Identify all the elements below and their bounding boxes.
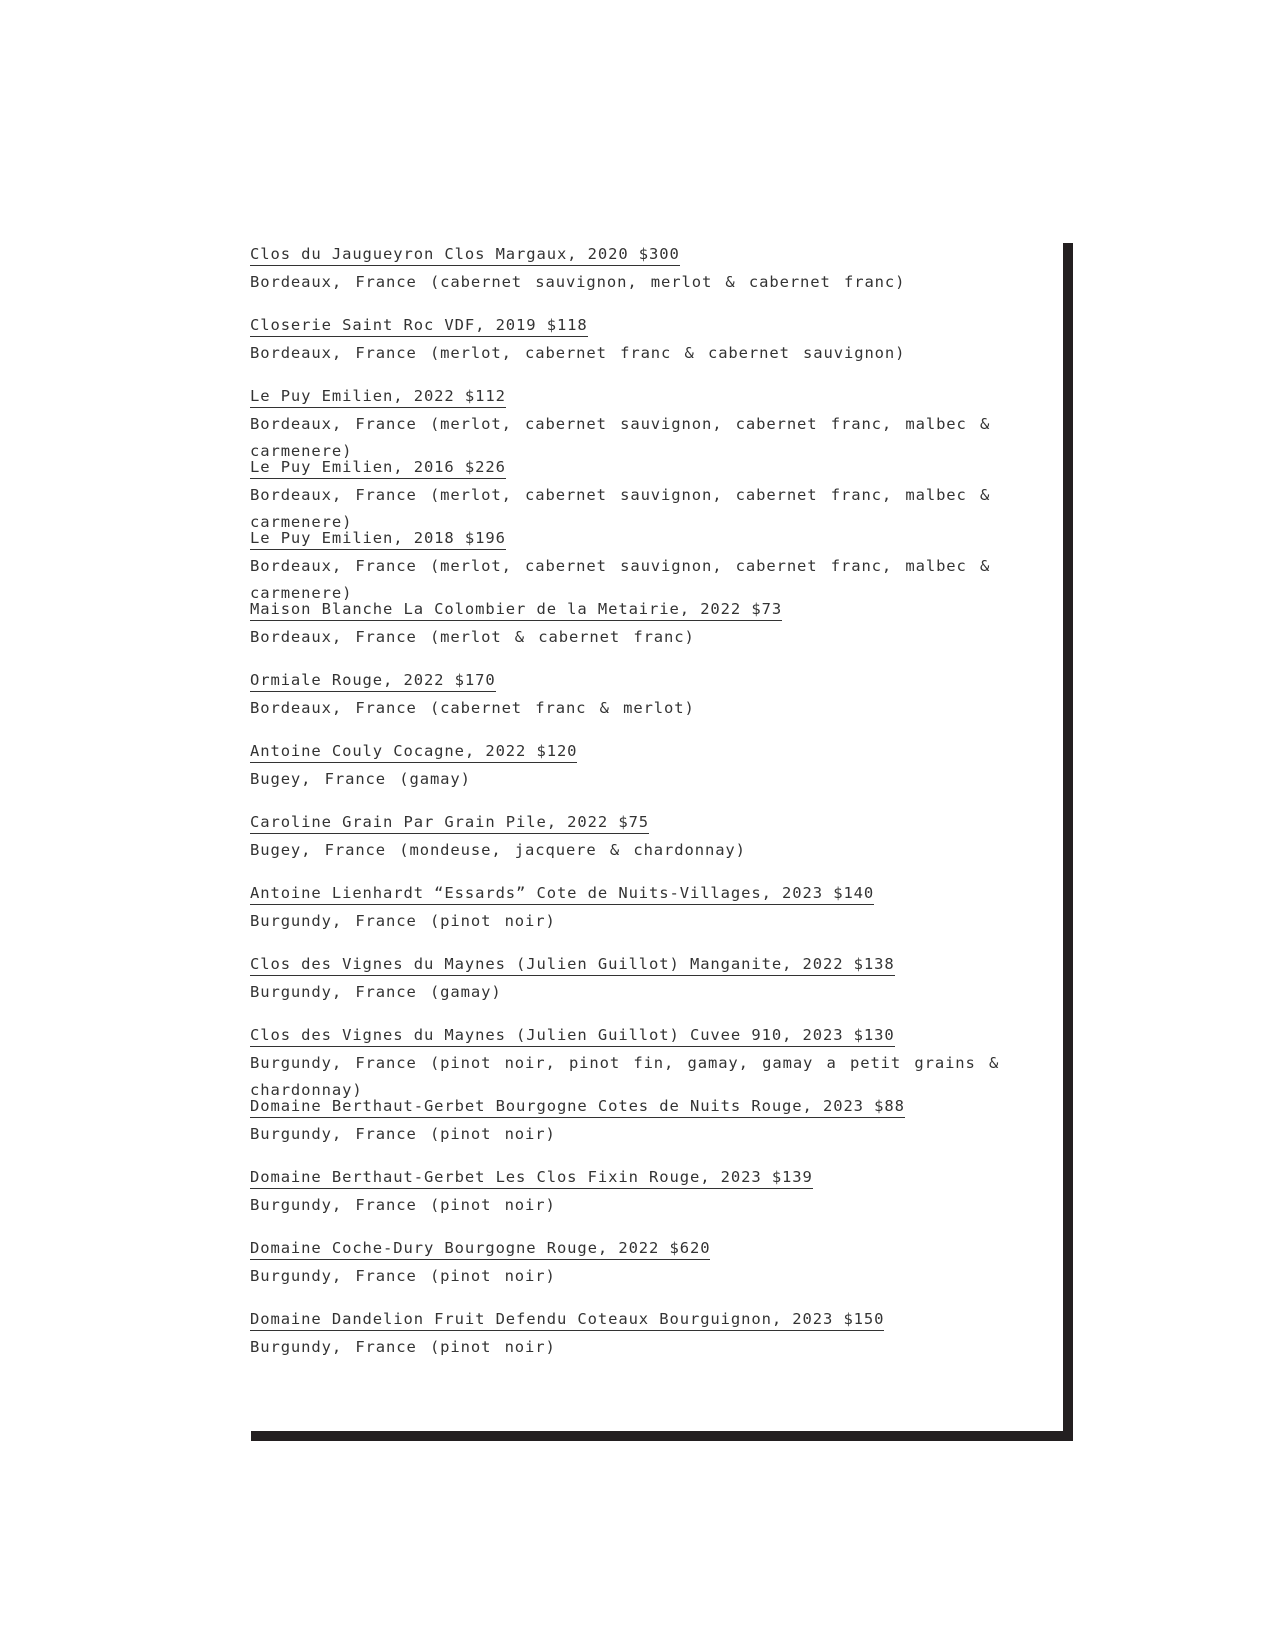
wine-description: Bordeaux, France (merlot, cabernet sauvignon, cabernet franc, malbec & carmenere) bbox=[250, 486, 991, 531]
wine-description: Bordeaux, France (merlot, cabernet sauvignon, cabernet franc, malbec & carmenere) bbox=[250, 557, 991, 602]
wine-name-link[interactable]: Clos du Jaugueyron Clos Margaux, 2020 $300 bbox=[250, 243, 680, 266]
wine-name-link[interactable]: Le Puy Emilien, 2018 $196 bbox=[250, 527, 506, 550]
wine-entry bbox=[250, 456, 1040, 536]
wine-entry bbox=[250, 314, 1040, 367]
wine-entry bbox=[250, 1166, 1040, 1219]
wine-entry bbox=[250, 1308, 1040, 1361]
wine-name-link[interactable]: Le Puy Emilien, 2016 $226 bbox=[250, 456, 506, 479]
wine-name-link[interactable]: Maison Blanche La Colombier de la Metairie, 2022 $73 bbox=[250, 598, 782, 621]
wine-description: Bordeaux, France (cabernet sauvignon, merlot & cabernet franc) bbox=[250, 273, 906, 291]
wine-description: Burgundy, France (pinot noir) bbox=[250, 1338, 556, 1356]
wine-list bbox=[250, 0, 1040, 1650]
wine-name-link[interactable]: Closerie Saint Roc VDF, 2019 $118 bbox=[250, 314, 588, 337]
wine-name-link[interactable]: Domaine Coche-Dury Bourgogne Rouge, 2022 $620 bbox=[250, 1237, 710, 1260]
wine-name-link[interactable]: Antoine Lienhardt “Essards” Cote de Nuits-Villages, 2023 $140 bbox=[250, 882, 874, 905]
wine-name-link[interactable]: Clos des Vignes du Maynes (Julien Guillot) Cuvee 910, 2023 $130 bbox=[250, 1024, 895, 1047]
wine-description: Burgundy, France (pinot noir) bbox=[250, 1196, 556, 1214]
wine-name-link[interactable]: Clos des Vignes du Maynes (Julien Guillot) Manganite, 2022 $138 bbox=[250, 953, 895, 976]
wine-description: Bordeaux, France (cabernet franc & merlot) bbox=[250, 699, 695, 717]
wine-entry bbox=[250, 243, 1040, 296]
wine-entry bbox=[250, 1024, 1040, 1104]
wine-entry bbox=[250, 1095, 1040, 1148]
wine-description: Bugey, France (mondeuse, jacquere & chardonnay) bbox=[250, 841, 746, 859]
wine-entry bbox=[250, 385, 1040, 465]
wine-description: Burgundy, France (pinot noir) bbox=[250, 1125, 556, 1143]
wine-entry bbox=[250, 811, 1040, 864]
wine-entry bbox=[250, 669, 1040, 722]
wine-entry bbox=[250, 882, 1040, 935]
wine-name-link[interactable]: Domaine Berthaut-Gerbet Les Clos Fixin Rouge, 2023 $139 bbox=[250, 1166, 813, 1189]
wine-description: Bordeaux, France (merlot, cabernet franc & cabernet sauvignon) bbox=[250, 344, 906, 362]
wine-name-link[interactable]: Ormiale Rouge, 2022 $170 bbox=[250, 669, 496, 692]
wine-description: Bugey, France (gamay) bbox=[250, 770, 471, 788]
wine-name-link[interactable]: Antoine Couly Cocagne, 2022 $120 bbox=[250, 740, 577, 763]
wine-description: Bordeaux, France (merlot, cabernet sauvignon, cabernet franc, malbec & carmenere) bbox=[250, 415, 991, 460]
wine-name-link[interactable]: Caroline Grain Par Grain Pile, 2022 $75 bbox=[250, 811, 649, 834]
wine-description: Burgundy, France (gamay) bbox=[250, 983, 502, 1001]
wine-entry bbox=[250, 598, 1040, 651]
wine-description: Burgundy, France (pinot noir) bbox=[250, 1267, 556, 1285]
wine-name-link[interactable]: Domaine Berthaut-Gerbet Bourgogne Cotes de Nuits Rouge, 2023 $88 bbox=[250, 1095, 905, 1118]
wine-entry bbox=[250, 953, 1040, 1006]
wine-entry bbox=[250, 740, 1040, 793]
wine-name-link[interactable]: Domaine Dandelion Fruit Defendu Coteaux Bourguignon, 2023 $150 bbox=[250, 1308, 884, 1331]
wine-description: Bordeaux, France (merlot & cabernet franc) bbox=[250, 628, 695, 646]
wine-entry bbox=[250, 1237, 1040, 1290]
wine-description: Burgundy, France (pinot noir) bbox=[250, 912, 556, 930]
wine-description: Burgundy, France (pinot noir, pinot fin, gamay, gamay a petit grains & chardonnay) bbox=[250, 1054, 1000, 1099]
frame-right-border bbox=[1063, 243, 1073, 1441]
wine-entry bbox=[250, 527, 1040, 607]
wine-name-link[interactable]: Le Puy Emilien, 2022 $112 bbox=[250, 385, 506, 408]
